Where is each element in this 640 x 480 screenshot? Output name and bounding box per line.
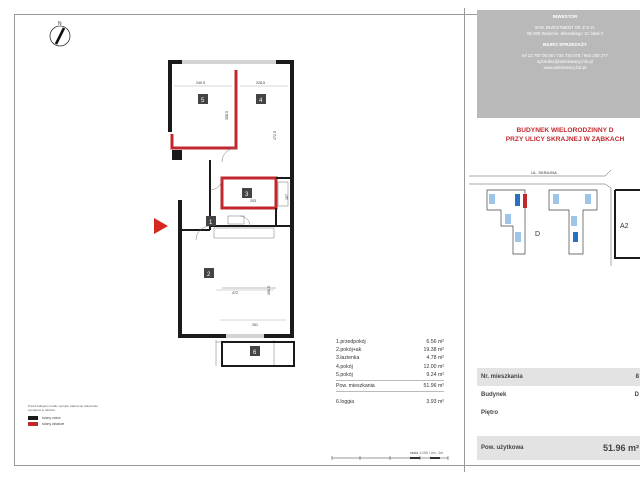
room-tag-4: 4 [259,98,263,104]
sales-phones: tel 22 787 05 08 / 734 734 078 / 664 200 277 [522,53,608,58]
legend-item-partition: ściany działowe [28,421,98,427]
keyplan-label-d: D [535,231,541,238]
dim-2: 228.5 [256,81,265,85]
area-row-5: 5.pokój 9.24 m² [336,371,444,378]
sales-heading: BIURO SPRZEDAŻY [543,42,587,47]
area-row-3: 3.łazienka 4.78 m² [336,355,444,362]
investor-company: W.W. INVESTMENT SP. Z O.O. [534,25,596,30]
area-table [336,338,444,406]
dim-1: 240.5 [196,81,205,85]
area-row-1: 1.przedpokój 6.56 m² [336,339,444,345]
investor-box [477,10,640,118]
floor-plan [150,50,310,370]
interior-walls [182,160,290,230]
entry-arrow-icon [154,218,168,234]
apartment-marker [523,194,527,208]
room-tag-3: 3 [245,192,249,198]
dim-3: 358.5 [225,111,229,120]
swatch-black [28,416,38,420]
room-tag-6: 6 [253,350,257,356]
info-floor: Piętro [481,410,499,416]
svg-text:N: N [58,21,62,27]
apartment-info [477,368,640,460]
legend [28,404,98,427]
area-row-2: 2.pokój+ak 19.38 m² [336,347,444,354]
dim-7: 208.5 [267,286,271,295]
legend-note: Przed zakupem mebli i sprzętu zaleca się dokonanie pomiarów w naturze. [28,404,98,412]
room-tag-2: 2 [207,272,211,278]
highlighted-walls [172,70,276,208]
swatch-red [28,422,38,426]
info-building: Budynek D [481,392,639,398]
north-arrow-icon [46,20,74,48]
area-row-4: 4.pokój 12.00 m² [336,363,444,370]
legend-item-bearing: ściany nośne [28,415,98,421]
info-usable-area: Pow. użytkowa 51.96 m² [477,436,640,460]
dim-6: 187 [285,194,289,200]
key-plan [465,166,640,292]
info-panel [464,8,640,472]
dim-4: 472.5 [273,131,277,140]
building-title: BUDYNEK WIELORODZINNY D PRZY ULICY SKRAJNEJ W ZĄBKACH [505,127,625,143]
info-apartment-number: Nr. mieszkania 8 [477,368,640,386]
dim-5: 203 [250,199,256,203]
dim-9: 261 [252,323,258,327]
scale-label: skala 1:100 / cm : 1m [410,451,444,455]
sales-email[interactable]: sprzedaz@wisniewscy.info.pl [537,59,593,64]
dim-8: 472 [232,291,238,295]
room-tag-5: 5 [201,98,205,104]
investor-heading: INWESTOR [552,14,578,19]
investor-address: 05-200 Wołomin, Sikorskiego 1C lokal 2 [526,31,604,36]
sales-web[interactable]: www.wisniewscy.biz.pl [543,65,587,70]
area-row-6: 6.loggia 3.93 m² [336,399,444,406]
keyplan-label-a2: A2 [620,223,629,230]
room-tag-1: 1 [209,220,213,226]
divider [336,380,444,381]
divider [336,391,444,392]
street-label: UL. SKRAJNA [531,170,557,175]
area-total-row: Pow. mieszkania 51.96 m² [336,383,444,390]
